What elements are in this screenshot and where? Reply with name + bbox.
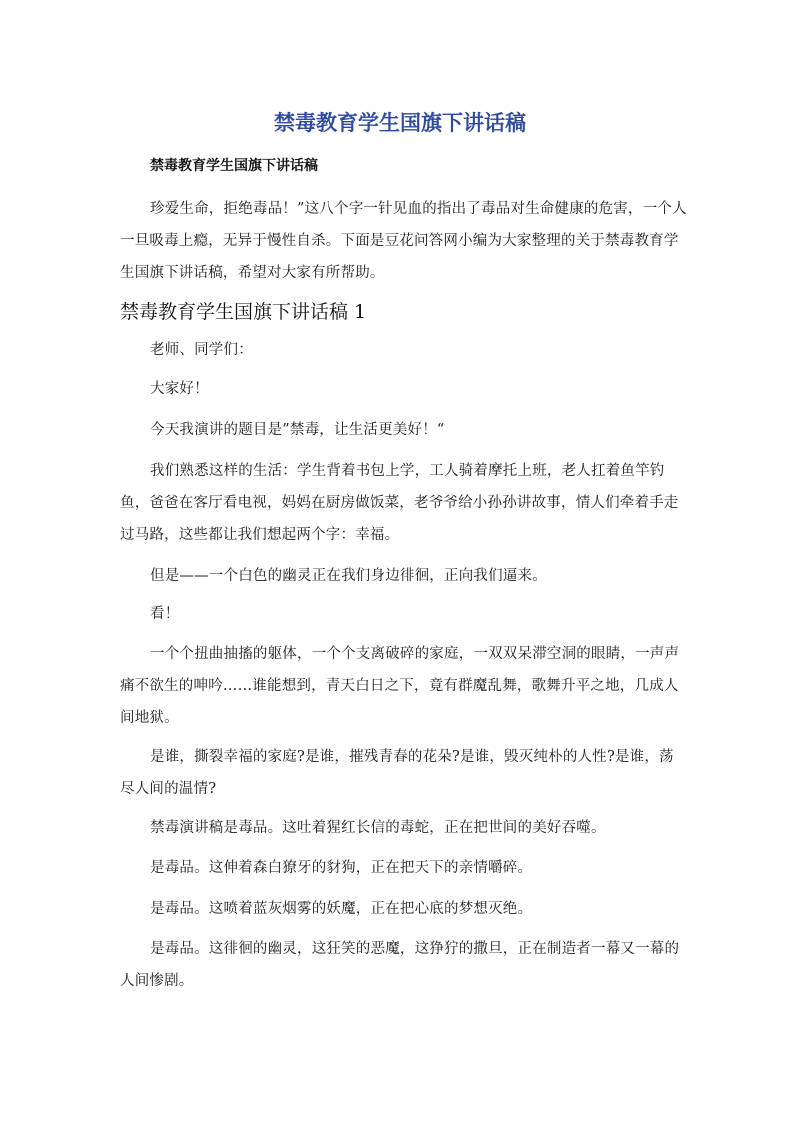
document-subtitle: 禁毒教育学生国旗下讲话稿 — [150, 158, 318, 174]
paragraph-ghost: 但是——一个白色的幽灵正在我们身边徘徊，正向我们逼来。 — [150, 568, 547, 584]
paragraph-topic: 今天我演讲的题目是”禁毒，让生活更美好！“ — [150, 422, 445, 438]
document-title: 禁毒教育学生国旗下讲话稿 — [274, 111, 526, 135]
paragraph-demon: 是毒品。这喷着蓝灰烟雾的妖魔，正在把心底的梦想灭绝。 — [150, 901, 533, 917]
paragraph-who: 是谁，撕裂幸福的家庭?是谁，摧残青春的花朵?是谁，毁灭纯朴的人性?是谁，荡尽人间的温情? — [120, 749, 674, 797]
paragraph-bodies: 一个个扭曲抽搐的躯体，一个个支离破碎的家庭，一双双呆滞空洞的眼睛，一声声痛不欲生的呻吟……谁能想到，青天白日之下，竟有群魔乱舞，歌舞升平之地，几成人间地狱。 — [120, 646, 680, 726]
paragraph-life: 我们熟悉这样的生活：学生背着书包上学，工人骑着摩托上班，老人扛着鱼竿钓鱼，爸爸在客厅看电视，妈妈在厨房做饭菜，老爷爷给小孙孙讲故事，情人们牵着手走过马路，这些都让我们想起两个字：幸福。 — [120, 463, 679, 543]
paragraph-greeting: 老师、同学们： — [150, 342, 253, 358]
section-heading: 禁毒教育学生国旗下讲话稿 1 — [120, 301, 367, 323]
paragraph-tragedy: 是毒品。这徘徊的幽灵，这狂笑的恶魔，这狰狞的撒旦，正在制造者一幕又一幕的人间惨剧。 — [120, 941, 680, 989]
paragraph-look: 看！ — [150, 606, 180, 622]
intro-paragraph: 珍爱生命，拒绝毒品！”这八个字一针见血的指出了毒品对生命健康的危害，一个人一旦吸毒上瘾，无异于慢性自杀。下面是豆花问答网小编为大家整理的关于禁毒教育学生国旗下讲话稿，希望对大家有所帮助。 — [120, 201, 687, 281]
paragraph-snake: 禁毒演讲稿是毒品。这吐着猩红长信的毒蛇，正在把世间的美好吞噬。 — [150, 820, 606, 836]
paragraph-hello: 大家好！ — [150, 381, 209, 397]
paragraph-jackal: 是毒品。这伸着森白獠牙的豺狗，正在把天下的亲情嚼碎。 — [150, 860, 533, 876]
